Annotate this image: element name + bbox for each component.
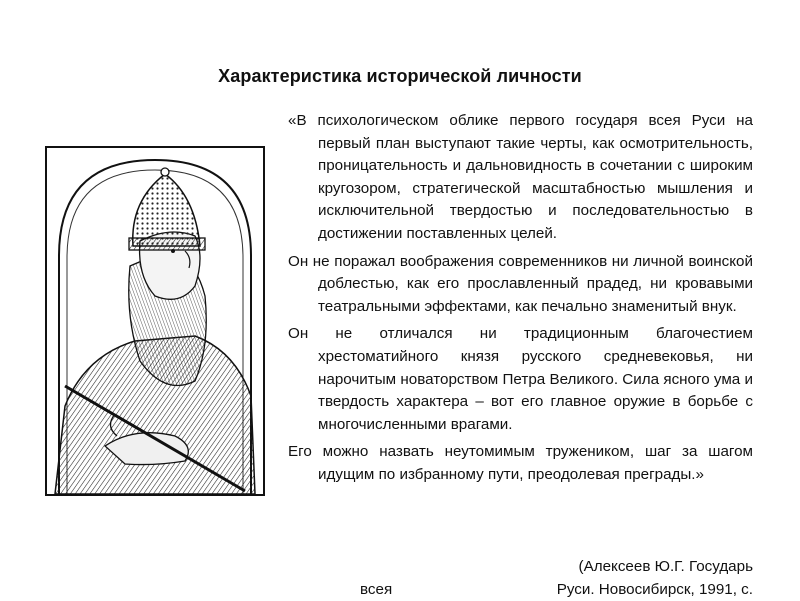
engraved-portrait-icon: [45, 146, 265, 496]
citation-line-2: [288, 579, 753, 601]
citation-line-1: (Алексеев Ю.Г. Государь: [578, 558, 753, 575]
citation-source: Руси. Новосибирск, 1991, с.: [556, 580, 753, 598]
portrait-image: [45, 146, 265, 496]
quote-paragraph: «В психологическом облике первого государя всея Руси на первый план выступают такие черты, как осмотрительность, проницательность и дальновидность в сочетании с широким кругозором, стратегической масштабностью мышления и исключительной твердостью и последовательностью в достижении поставленных целей.: [288, 112, 753, 242]
citation: [288, 556, 753, 601]
quote-paragraph: Он не поражал воображения современников ни личной воинской доблестью, как его прославленный прадед, ни кровавыми театральными эффектами, как печально знаменитый внук.: [288, 252, 753, 315]
page-title: Характеристика исторической личности: [218, 66, 582, 86]
quote-paragraph: Его можно назвать неутомимым тружеником, шаг за шагом идущим по избранному пути, преодолевая преграды.»: [288, 443, 753, 483]
quote-text: [288, 110, 753, 492]
citation-word: всея: [360, 580, 393, 598]
quote-paragraph: Он не отличался ни традиционным благочестием хрестоматийного князя русского средневековья, ни нарочитым новаторством Петра Великого. Сила ясного ума и твердость характера – вот его главное оружие в борьбе с многочисленными врагами.: [288, 325, 753, 433]
